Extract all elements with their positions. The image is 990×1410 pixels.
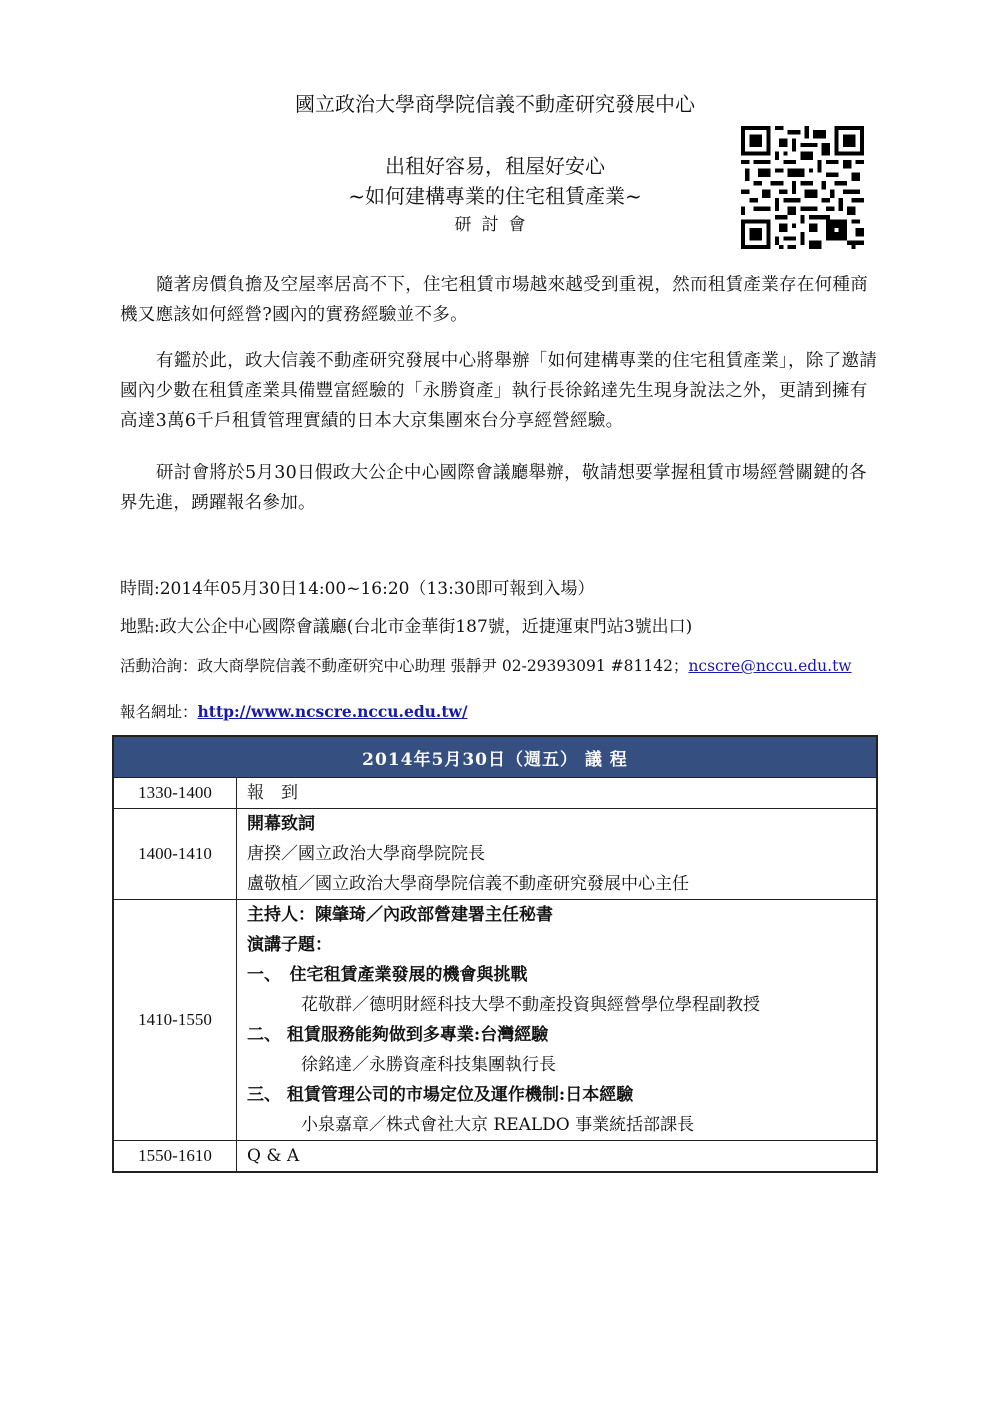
agenda-line: 二、 租賃服務能夠做到多專業:台灣經驗 [247, 1025, 549, 1045]
agenda-time: 1410-1550 [113, 900, 237, 1141]
agenda-line: 小泉嘉章／株式會社大京 REALDO 事業統括部課長 [301, 1115, 695, 1135]
event-title: 出租好容易，租屋好安心 [385, 154, 605, 178]
agenda-content [237, 778, 878, 809]
agenda-line: Q & A [247, 1146, 300, 1166]
agenda-line: 徐銘達／永勝資產科技集團執行長 [301, 1055, 556, 1075]
qr-code [741, 126, 864, 249]
agenda-line: 三、 租賃管理公司的市場定位及運作機制:日本經驗 [247, 1085, 634, 1105]
agenda-content [237, 900, 878, 1141]
agenda-content [237, 809, 878, 900]
intro-paragraph-1: 隨著房價負擔及空屋率居高不下，住宅租賃市場越來越受到重視，然而租賃產業存在何種商機又應該如何經營?國內的實務經驗並不多。 [120, 275, 868, 325]
agenda-time: 1330-1400 [113, 778, 237, 809]
organization-name: 國立政治大學商學院信義不動產研究發展中心 [295, 92, 695, 116]
event-location: 地點:政大公企中心國際會議廳(台北市金華街187號，近捷運東門站3號出口) [120, 617, 693, 637]
contact-text: 活動洽詢：政大商學院信義不動產研究中心助理 張靜尹 02-29393091 #81142； [120, 657, 689, 675]
table-row [113, 1141, 877, 1173]
event-type: 研討會 [454, 215, 536, 235]
agenda-line: 報 到 [247, 783, 298, 803]
agenda-table [112, 735, 878, 1173]
agenda-line: 演講子題： [247, 935, 332, 955]
agenda-line: 盧敬植／國立政治大學商學院信義不動產研究發展中心主任 [247, 874, 689, 894]
agenda-content [237, 1141, 878, 1173]
event-time: 時間:2014年05月30日14:00~16:20（13:30即可報到入場） [120, 579, 595, 599]
intro-paragraph-3: 研討會將於5月30日假政大公企中心國際會議廳舉辦，敬請想要掌握租賃市場經營關鍵的各界先進，踴躍報名參加。 [120, 463, 867, 513]
table-row [113, 900, 877, 1141]
agenda-line: 花敬群／德明財經科技大學不動產投資與經營學位學程副教授 [301, 995, 760, 1015]
agenda-heading: 2014年5月30日（週五） 議 程 [113, 736, 877, 778]
agenda-line: 唐揆／國立政治大學商學院院長 [247, 844, 485, 864]
event-subtitle: ~如何建構專業的住宅租賃產業~ [348, 184, 642, 208]
table-row [113, 809, 877, 900]
agenda-line: 開幕致詞 [247, 814, 315, 834]
agenda-line: 主持人：陳肇琦／內政部營建署主任秘書 [247, 905, 553, 925]
agenda-time: 1550-1610 [113, 1141, 237, 1173]
registration-url-link[interactable]: http://www.ncscre.nccu.edu.tw/ [197, 702, 468, 721]
table-row [113, 778, 877, 809]
registration-label: 報名網址： [120, 703, 198, 721]
event-contact [120, 654, 852, 676]
registration [120, 700, 468, 722]
contact-email-link[interactable]: ncscre@nccu.edu.tw [688, 657, 852, 675]
intro-paragraph-2: 有鑑於此，政大信義不動產研究發展中心將舉辦「如何建構專業的住宅租賃產業」，除了邀請國內少數在租賃產業具備豐富經驗的「永勝資產」執行長徐銘達先生現身說法之外，更請到擁有高達3萬6千戶租賃管理實績的日本大京集團來台分享經營經驗。 [120, 351, 878, 431]
agenda-line: 一、 住宅租賃產業發展的機會與挑戰 [247, 965, 528, 985]
agenda-time: 1400-1410 [113, 809, 237, 900]
